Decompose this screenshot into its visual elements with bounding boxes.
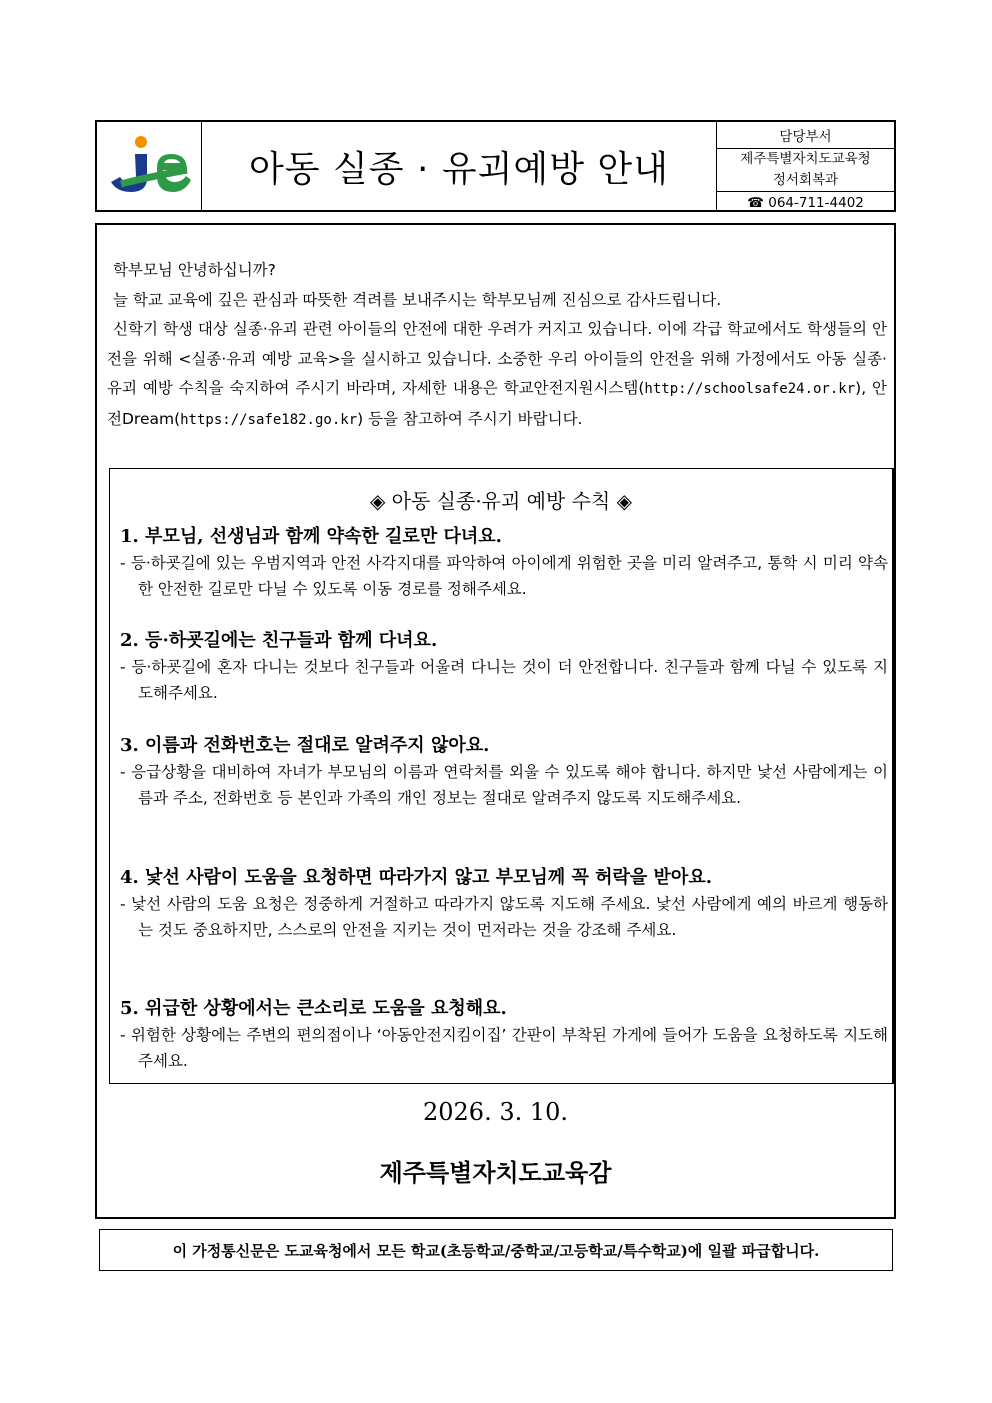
safety-rules-box (109, 468, 894, 1084)
issuer-name: 제주특별자치도교육감 (379, 1158, 612, 1187)
safe182-link[interactable]: https://safe182.go.kr (180, 411, 358, 428)
department-office: 제주특별자치도교육청 (740, 151, 871, 167)
document-title: 아동 실종 · 유괴예방 안내 (202, 122, 717, 210)
intro-text (107, 256, 887, 435)
rule-heading: 1. 부모님, 선생님과 함께 약속한 길로만 다녀요. (120, 526, 502, 547)
rule-heading: 2. 등·하굣길에는 친구들과 함께 다녀요. (120, 630, 438, 651)
department-box (717, 122, 894, 210)
rule-description: - 등·하굣길에 있는 우범지역과 안전 사각지대를 파악하여 아이에게 위험한 곳을 미리 알려주고, 통학 시 미리 약속한 안전한 길로만 다닐 수 있도록 이동 경로를 정해주세요. (120, 554, 888, 598)
rule-heading: 3. 이름과 전화번호는 절대로 알려주지 않아요. (120, 735, 490, 756)
rule-description: - 응급상황을 대비하여 자녀가 부모님의 이름과 연락처를 외울 수 있도록 해야 합니다. 하지만 낯선 사람에게는 이름과 주소, 전화번호 등 본인과 가족의 개인 정보는 절대로 알려주지 않도록 지도해주세요. (120, 763, 888, 807)
department-info (717, 149, 894, 191)
thanks-line: 늘 학교 교육에 깊은 관심과 따뜻한 격려를 보내주시는 학부모님께 진심으로 감사드립니다. (113, 290, 722, 309)
rule-item (120, 865, 888, 943)
rule-description: - 낯선 사람의 도움 요청은 정중하게 거절하고 따라가지 않도록 지도해 주세요. 낯선 사람에게 예의 바르게 행동하는 것도 중요하지만, 스스로의 안전을 지키는 것이 먼저라는 것을 강조해 주세요. (120, 895, 888, 939)
rule-item (120, 524, 888, 602)
department-division: 정서회복과 (772, 172, 839, 188)
intro-paragraph: 신학기 학생 대상 실종·유괴 관련 아이들의 안전에 대한 우려가 커지고 있습니다. 이에 각급 학교에서도 학생들의 안전을 위해 <실종·유괴 예방 교육>을 실시하고 있습니다. 소중한 우리 아이들의 안전을 위해 가정에서도 아동 실종·유괴 예방 수칙을 숙지하여 주시기 바라며, 자세한 내용은 학교안전지원시스템(http://schoolsafe24.or.kr), 안전Dream(https://safe182.go.kr) 등을 참고하여 주시기 바랍니다. (107, 320, 888, 428)
rules-title: ◈ 아동 실종·유괴 예방 수칙 ◈ (369, 489, 633, 513)
department-phone (717, 191, 894, 214)
rule-item (120, 628, 888, 706)
rule-item (120, 733, 888, 811)
rule-heading: 4. 낯선 사람이 도움을 요청하면 따라가지 않고 부모님께 꼭 허락을 받아요. (120, 867, 712, 888)
distribution-notice: 이 가정통신문은 도교육청에서 모든 학교(초등학교/중학교/고등학교/특수학교)에 일괄 파급합니다. (99, 1229, 893, 1271)
rule-description: - 등·하굣길에 혼자 다니는 것보다 친구들과 어울려 다니는 것이 더 안전합니다. 친구들과 함께 다닐 수 있도록 지도해주세요. (120, 658, 888, 702)
issue-date: 2026. 3. 10. (422, 1098, 569, 1126)
rule-heading: 5. 위급한 상황에서는 큰소리로 도움을 요청해요. (120, 998, 507, 1019)
rule-item (120, 996, 888, 1074)
logo (97, 122, 202, 210)
greeting: 학부모님 안녕하십니까? (113, 261, 276, 279)
letter-body (95, 223, 896, 1219)
department-label: 담당부서 (717, 122, 894, 149)
schoolsafe-link[interactable]: http://schoolsafe24.or.kr (644, 381, 856, 397)
phone-number: 064-711-4402 (768, 195, 864, 211)
letter-header (95, 120, 896, 212)
rule-description: - 위험한 상황에는 주변의 편의점이나 ‘아동안전지킴이집’ 간판이 부착된 가게에 들어가 도움을 요청하도록 지도해주세요. (120, 1026, 888, 1070)
telephone-icon: ☎ (747, 195, 769, 211)
jeju-education-logo-icon (103, 132, 195, 200)
